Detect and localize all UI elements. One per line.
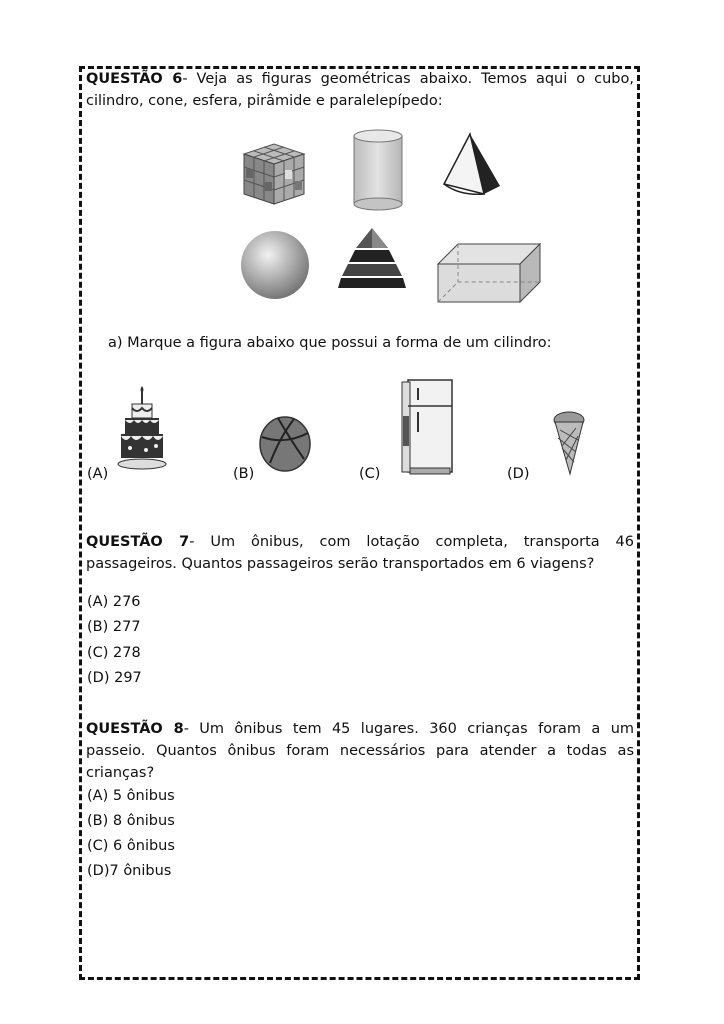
basketball-icon xyxy=(258,415,312,473)
question-8-text: - Um ônibus tem 45 lugares. 360 crianças foram a um passeio. Quantos ônibus foram necessários para atender a todas as crianças? xyxy=(86,721,635,781)
question-6-item-a: a) Marque a figura abaixo que possui a forma de um cilindro: xyxy=(108,335,552,351)
question-8-statement xyxy=(86,718,634,784)
question-7-option-a[interactable]: (A) 276 xyxy=(87,594,141,610)
question-6-text: - Veja as figuras geométricas abaixo. Temos aqui o cubo, cilindro, cone, esfera, pirâmide e paralelepípedo: xyxy=(86,71,634,109)
option-d-label[interactable]: (D) xyxy=(507,466,530,482)
option-c-label[interactable]: (C) xyxy=(359,466,381,482)
cylinder-icon xyxy=(350,128,406,212)
cube-icon xyxy=(236,136,308,208)
box-icon xyxy=(436,240,542,304)
question-8-option-b[interactable]: (B) 8 ônibus xyxy=(87,813,175,829)
option-a-label[interactable]: (A) xyxy=(87,466,109,482)
question-7-title: QUESTÃO 7 xyxy=(86,534,190,550)
sphere-icon xyxy=(238,228,312,302)
question-7-text: - Um ônibus, com lotação completa, transporta 46 passageiros. Quantos passageiros serão transportados em 6 viagens? xyxy=(86,534,634,572)
question-7-option-c[interactable]: (C) 278 xyxy=(87,645,141,661)
question-7-statement xyxy=(86,531,634,575)
question-8-option-c[interactable]: (C) 6 ônibus xyxy=(87,838,175,854)
question-7-option-d[interactable]: (D) 297 xyxy=(87,670,142,686)
question-8-option-a[interactable]: (A) 5 ônibus xyxy=(87,788,175,804)
question-7-option-b[interactable]: (B) 277 xyxy=(87,619,141,635)
pyramid-icon xyxy=(338,226,406,292)
question-8-option-d[interactable]: (D)7 ônibus xyxy=(87,863,172,879)
question-6-statement xyxy=(86,68,634,112)
option-b-label[interactable]: (B) xyxy=(233,466,255,482)
ice-cream-cone-icon xyxy=(552,410,586,478)
question-8-title: QUESTÃO 8 xyxy=(86,721,184,737)
cone-icon xyxy=(440,132,502,196)
refrigerator-icon xyxy=(398,376,458,476)
question-6-title: QUESTÃO 6 xyxy=(86,71,183,87)
cake-icon xyxy=(116,386,168,476)
